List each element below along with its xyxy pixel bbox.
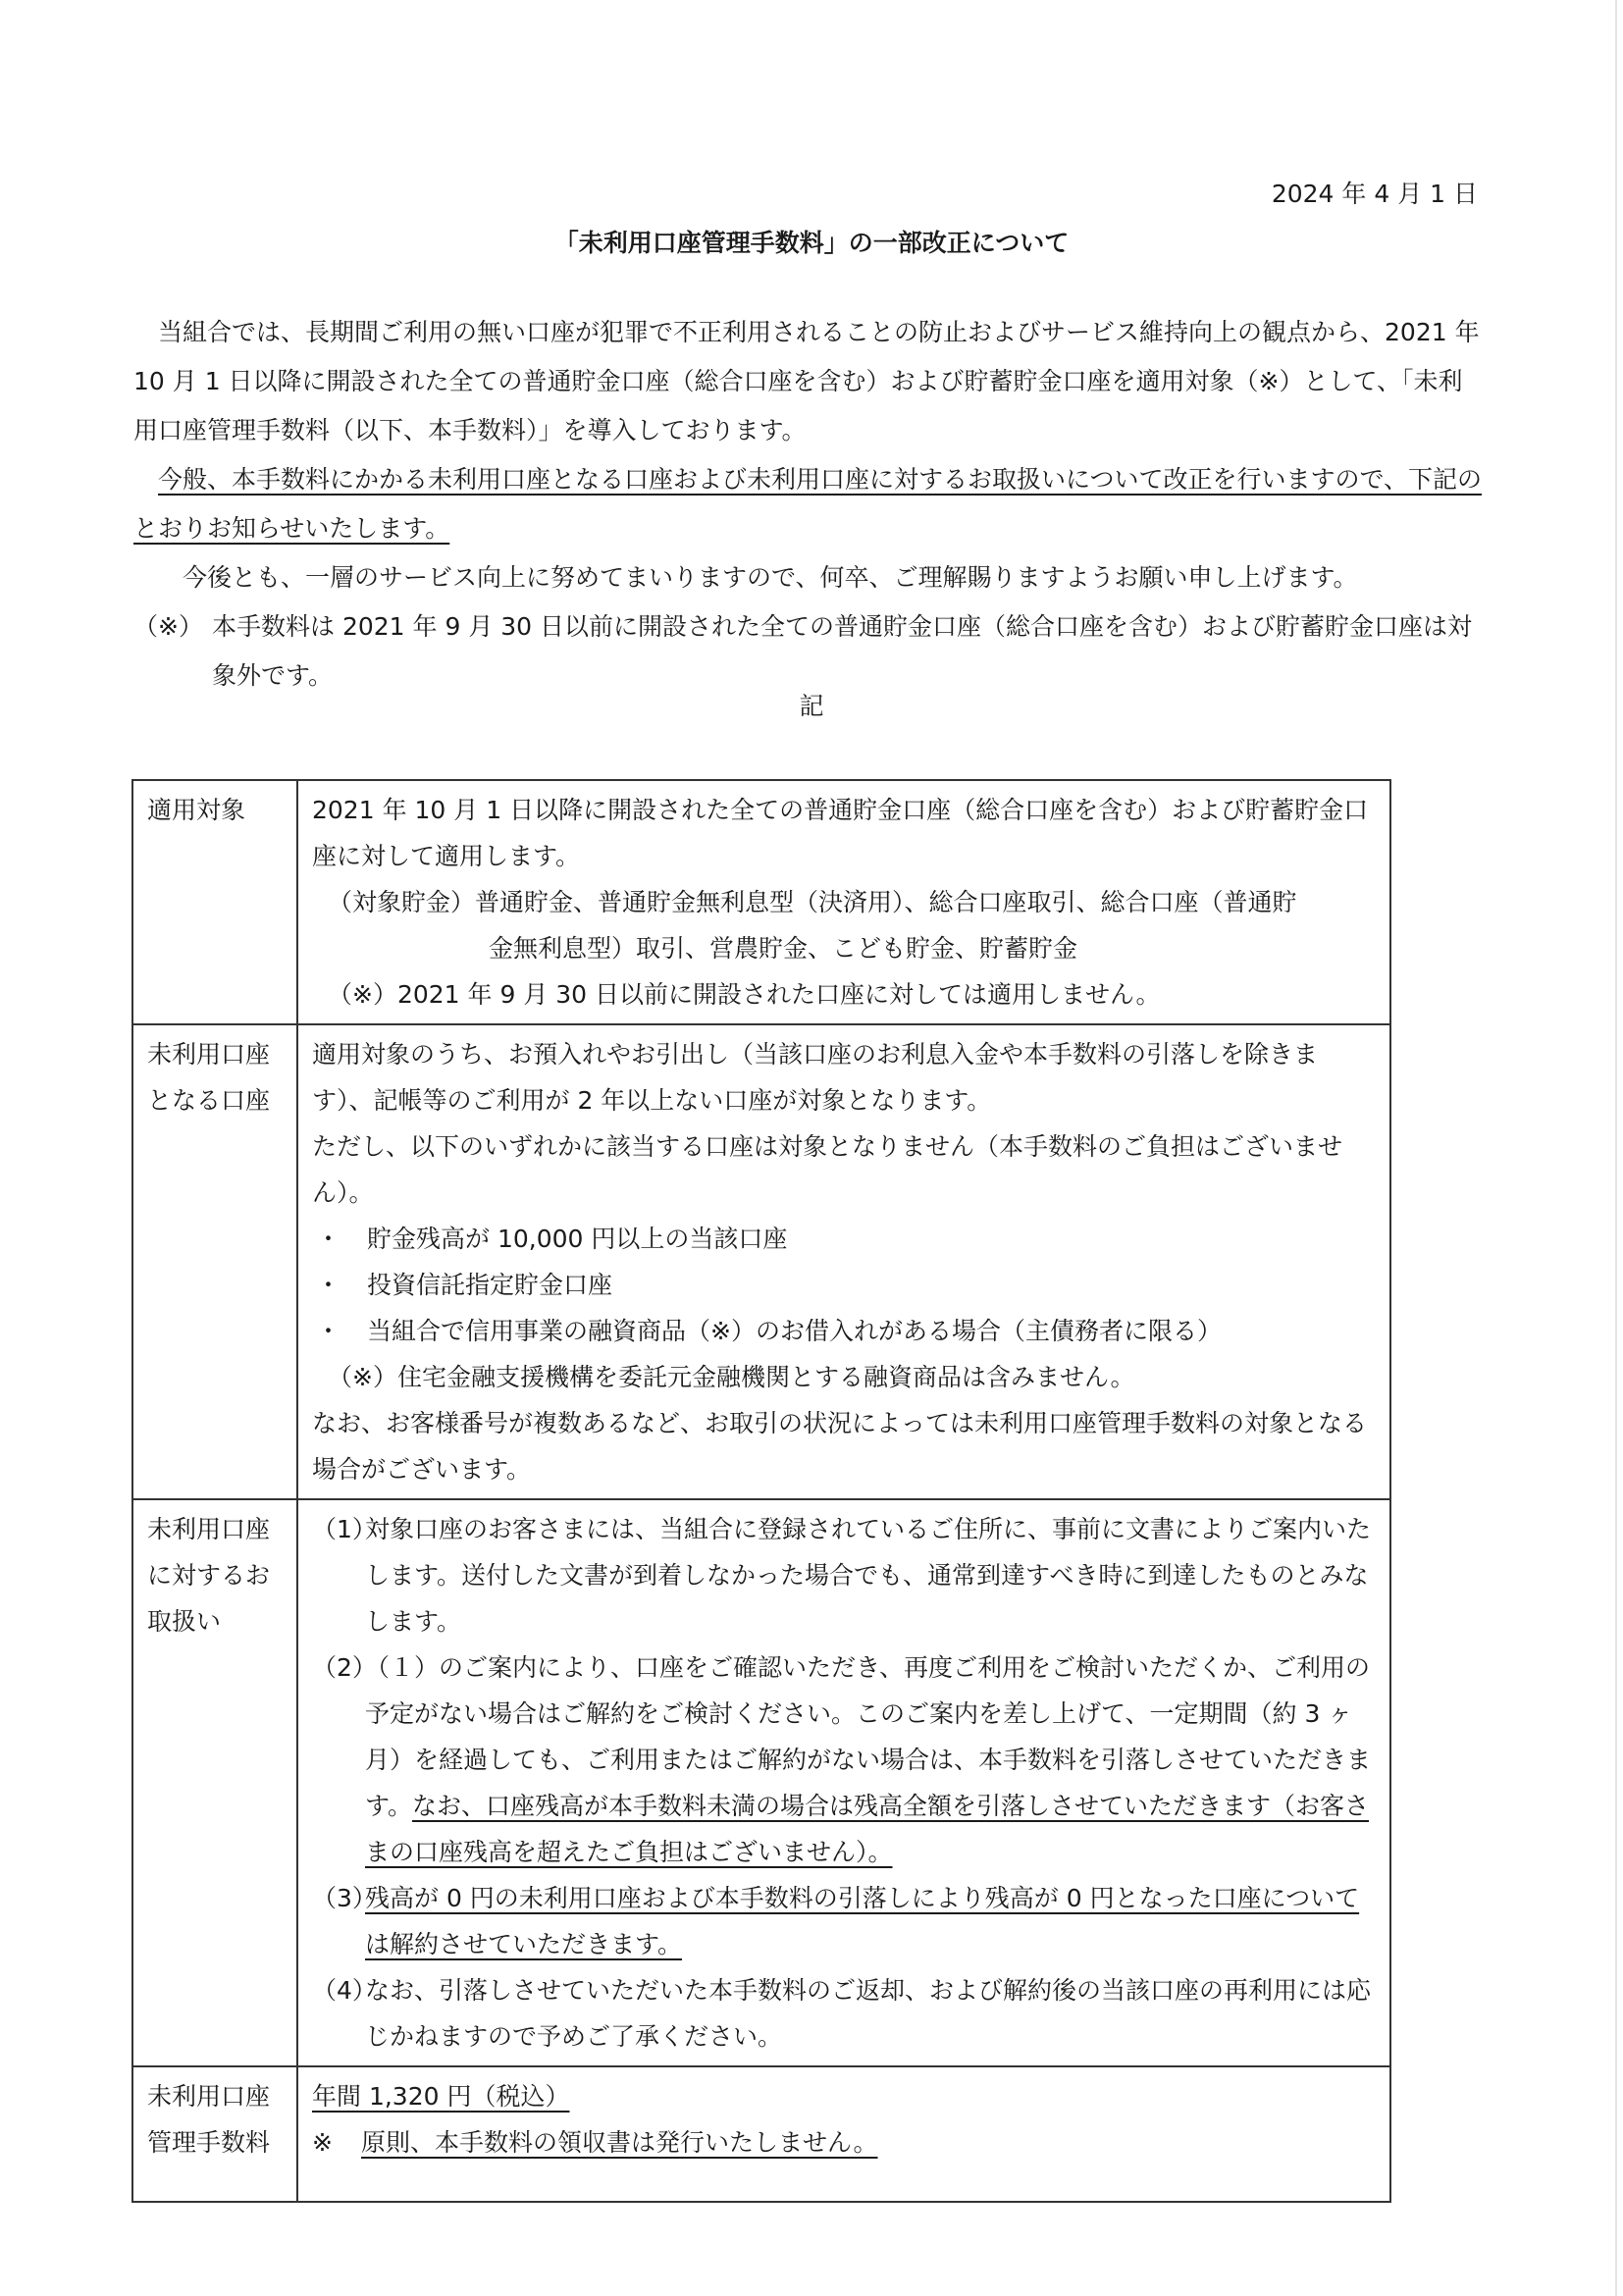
list-item	[312, 1262, 1376, 1308]
receipt-line	[312, 2119, 1376, 2166]
scan-edge-line	[1615, 0, 1617, 2296]
scope-target-cont: 金無利息型）取引、営農貯金、こども貯金、貯蓄貯金	[489, 934, 1078, 963]
intro-paragraph-3: 今後とも、一層のサービス向上に努めてまいりますので、何卒、ご理解賜りますようお願い申し上げます。	[183, 563, 1358, 592]
scope-line: 2021 年 10 月 1 日以降に開設された全ての普通貯金口座（総合口座を含む）および貯蓄貯金口座に対して適用します。	[312, 796, 1369, 870]
row-body-handling	[297, 1499, 1390, 2066]
row-head-handling: 未利用口座に対するお取扱い	[132, 1499, 297, 2066]
list-item	[312, 1308, 1376, 1354]
table-row	[132, 780, 1390, 1024]
bullet-text: 当組合で信用事業の融資商品（※）のお借入れがある場合（主債務者に限る）	[367, 1317, 1222, 1345]
fee-table	[131, 779, 1391, 2203]
document-date: 2024 年 4 月 1 日	[1271, 180, 1478, 208]
item-text-a: （１）のご案内により、口座をご確認いただき、再度ご利用をご検討いただくか、ご利用の予定がない場合はご解約をご検討ください。このご案内を差し上げて、一定期間（約 3 ヶ月）を経過しても、ご利用またはご解約がない場合は、本手数料を引落しさせていただきます。	[365, 1653, 1372, 1820]
fee-amount: 年間 1,320 円（税込）	[312, 2082, 570, 2111]
scope-target: （対象貯金）普通貯金、普通貯金無利息型（決済用）、総合口座取引、総合口座（普通貯	[328, 888, 1297, 916]
row-body-unused-account	[297, 1024, 1390, 1499]
item-text	[365, 1644, 1376, 1875]
item-text-underlined: 残高が 0 円の未利用口座および本手数料の引落しにより残高が 0 円となった口座については解約させていただきます。	[365, 1884, 1360, 1958]
item-number: （2）	[312, 1653, 377, 1682]
bullet-mark: ・	[316, 1225, 341, 1253]
list-item	[312, 1967, 1376, 2060]
row-head-unused-account: 未利用口座となる口座	[132, 1024, 297, 1499]
item-text: なお、引落しさせていただいた本手数料のご返却、および解約後の当該口座の再利用には応じかねますので予めご了承ください。	[365, 1976, 1372, 2051]
list-item	[312, 1506, 1376, 1644]
bullet-text: 投資信託指定貯金口座	[367, 1271, 613, 1299]
item-number: （3）	[312, 1884, 377, 1912]
list-item	[312, 1216, 1376, 1262]
row-body-fee	[297, 2066, 1390, 2202]
list-item	[312, 1875, 1376, 1967]
bullet-text: 貯金残高が 10,000 円以上の当該口座	[367, 1225, 788, 1253]
document-title: 「未利用口座管理手数料」の一部改正について	[553, 229, 1070, 257]
unused-line-2: ただし、以下のいずれかに該当する口座は対象となりません（本手数料のご負担はございません）。	[312, 1132, 1343, 1207]
table-row	[132, 1024, 1390, 1499]
fee-amount-line	[312, 2073, 1376, 2119]
intro-note-mark: （※）	[133, 612, 203, 641]
bullet-mark: ・	[316, 1271, 341, 1299]
receipt-mark: ※	[312, 2128, 333, 2157]
intro-section	[133, 308, 1486, 701]
row-head-scope: 適用対象	[132, 780, 297, 1024]
unused-line-1: 適用対象のうち、お預入れやお引出し（当該口座のお利息入金や本手数料の引落しを除きます）、記帳等のご利用が 2 年以上ない口座が対象となります。	[312, 1040, 1319, 1115]
intro-paragraph-2-text: 今般、本手数料にかかる未利用口座となる口座および未利用口座に対するお取扱いについて改正を行いますので、下記のとおりお知らせいたします。	[133, 465, 1483, 543]
receipt-text: 原則、本手数料の領収書は発行いたしません。	[361, 2128, 878, 2157]
table-row	[132, 1499, 1390, 2066]
table-row	[132, 2066, 1390, 2202]
intro-note	[133, 602, 1486, 701]
item-number: （1）	[312, 1515, 377, 1543]
ki-heading: 記	[799, 692, 824, 720]
intro-paragraph-2	[133, 455, 1486, 553]
item-text	[365, 1875, 1376, 1967]
item-text: 対象口座のお客さまには、当組合に登録されているご住所に、事前に文書によりご案内いたします。送付した文書が到着しなかった場合でも、通常到達すべき時に到達したものとみなします。	[365, 1515, 1372, 1636]
bullet-mark: ・	[316, 1317, 341, 1345]
item-text-b-underlined: なお、口座残高が本手数料未満の場合は残高全額を引落しさせていただきます（お客さまの口座残高を超えたご負担はございません）。	[365, 1792, 1370, 1866]
item-number: （4）	[312, 1976, 377, 2005]
scope-note: （※）2021 年 9 月 30 日以前に開設された口座に対しては適用しません。	[328, 980, 1161, 1009]
row-body-scope	[297, 780, 1390, 1024]
unused-note: （※）住宅金融支援機構を委託元金融機関とする融資商品は含みません。	[328, 1363, 1135, 1391]
unused-line-3: なお、お客様番号が複数あるなど、お取引の状況によっては未利用口座管理手数料の対象となる場合がございます。	[312, 1409, 1368, 1484]
intro-note-text: 本手数料は 2021 年 9 月 30 日以前に開設された全ての普通貯金口座（総合口座を含む）および貯蓄貯金口座は対象外です。	[212, 612, 1473, 690]
row-head-fee: 未利用口座管理手数料	[132, 2066, 297, 2202]
list-item	[312, 1644, 1376, 1875]
intro-paragraph-1: 当組合では、長期間ご利用の無い口座が犯罪で不正利用されることの防止およびサービス維持向上の観点から、2021 年 10 月 1 日以降に開設された全ての普通貯金口座（総合口座を含む）および貯蓄貯金口座を適用対象（※）として、「未利用口座管理手数料（以下、本手数料）」を導入しております。	[133, 318, 1480, 444]
